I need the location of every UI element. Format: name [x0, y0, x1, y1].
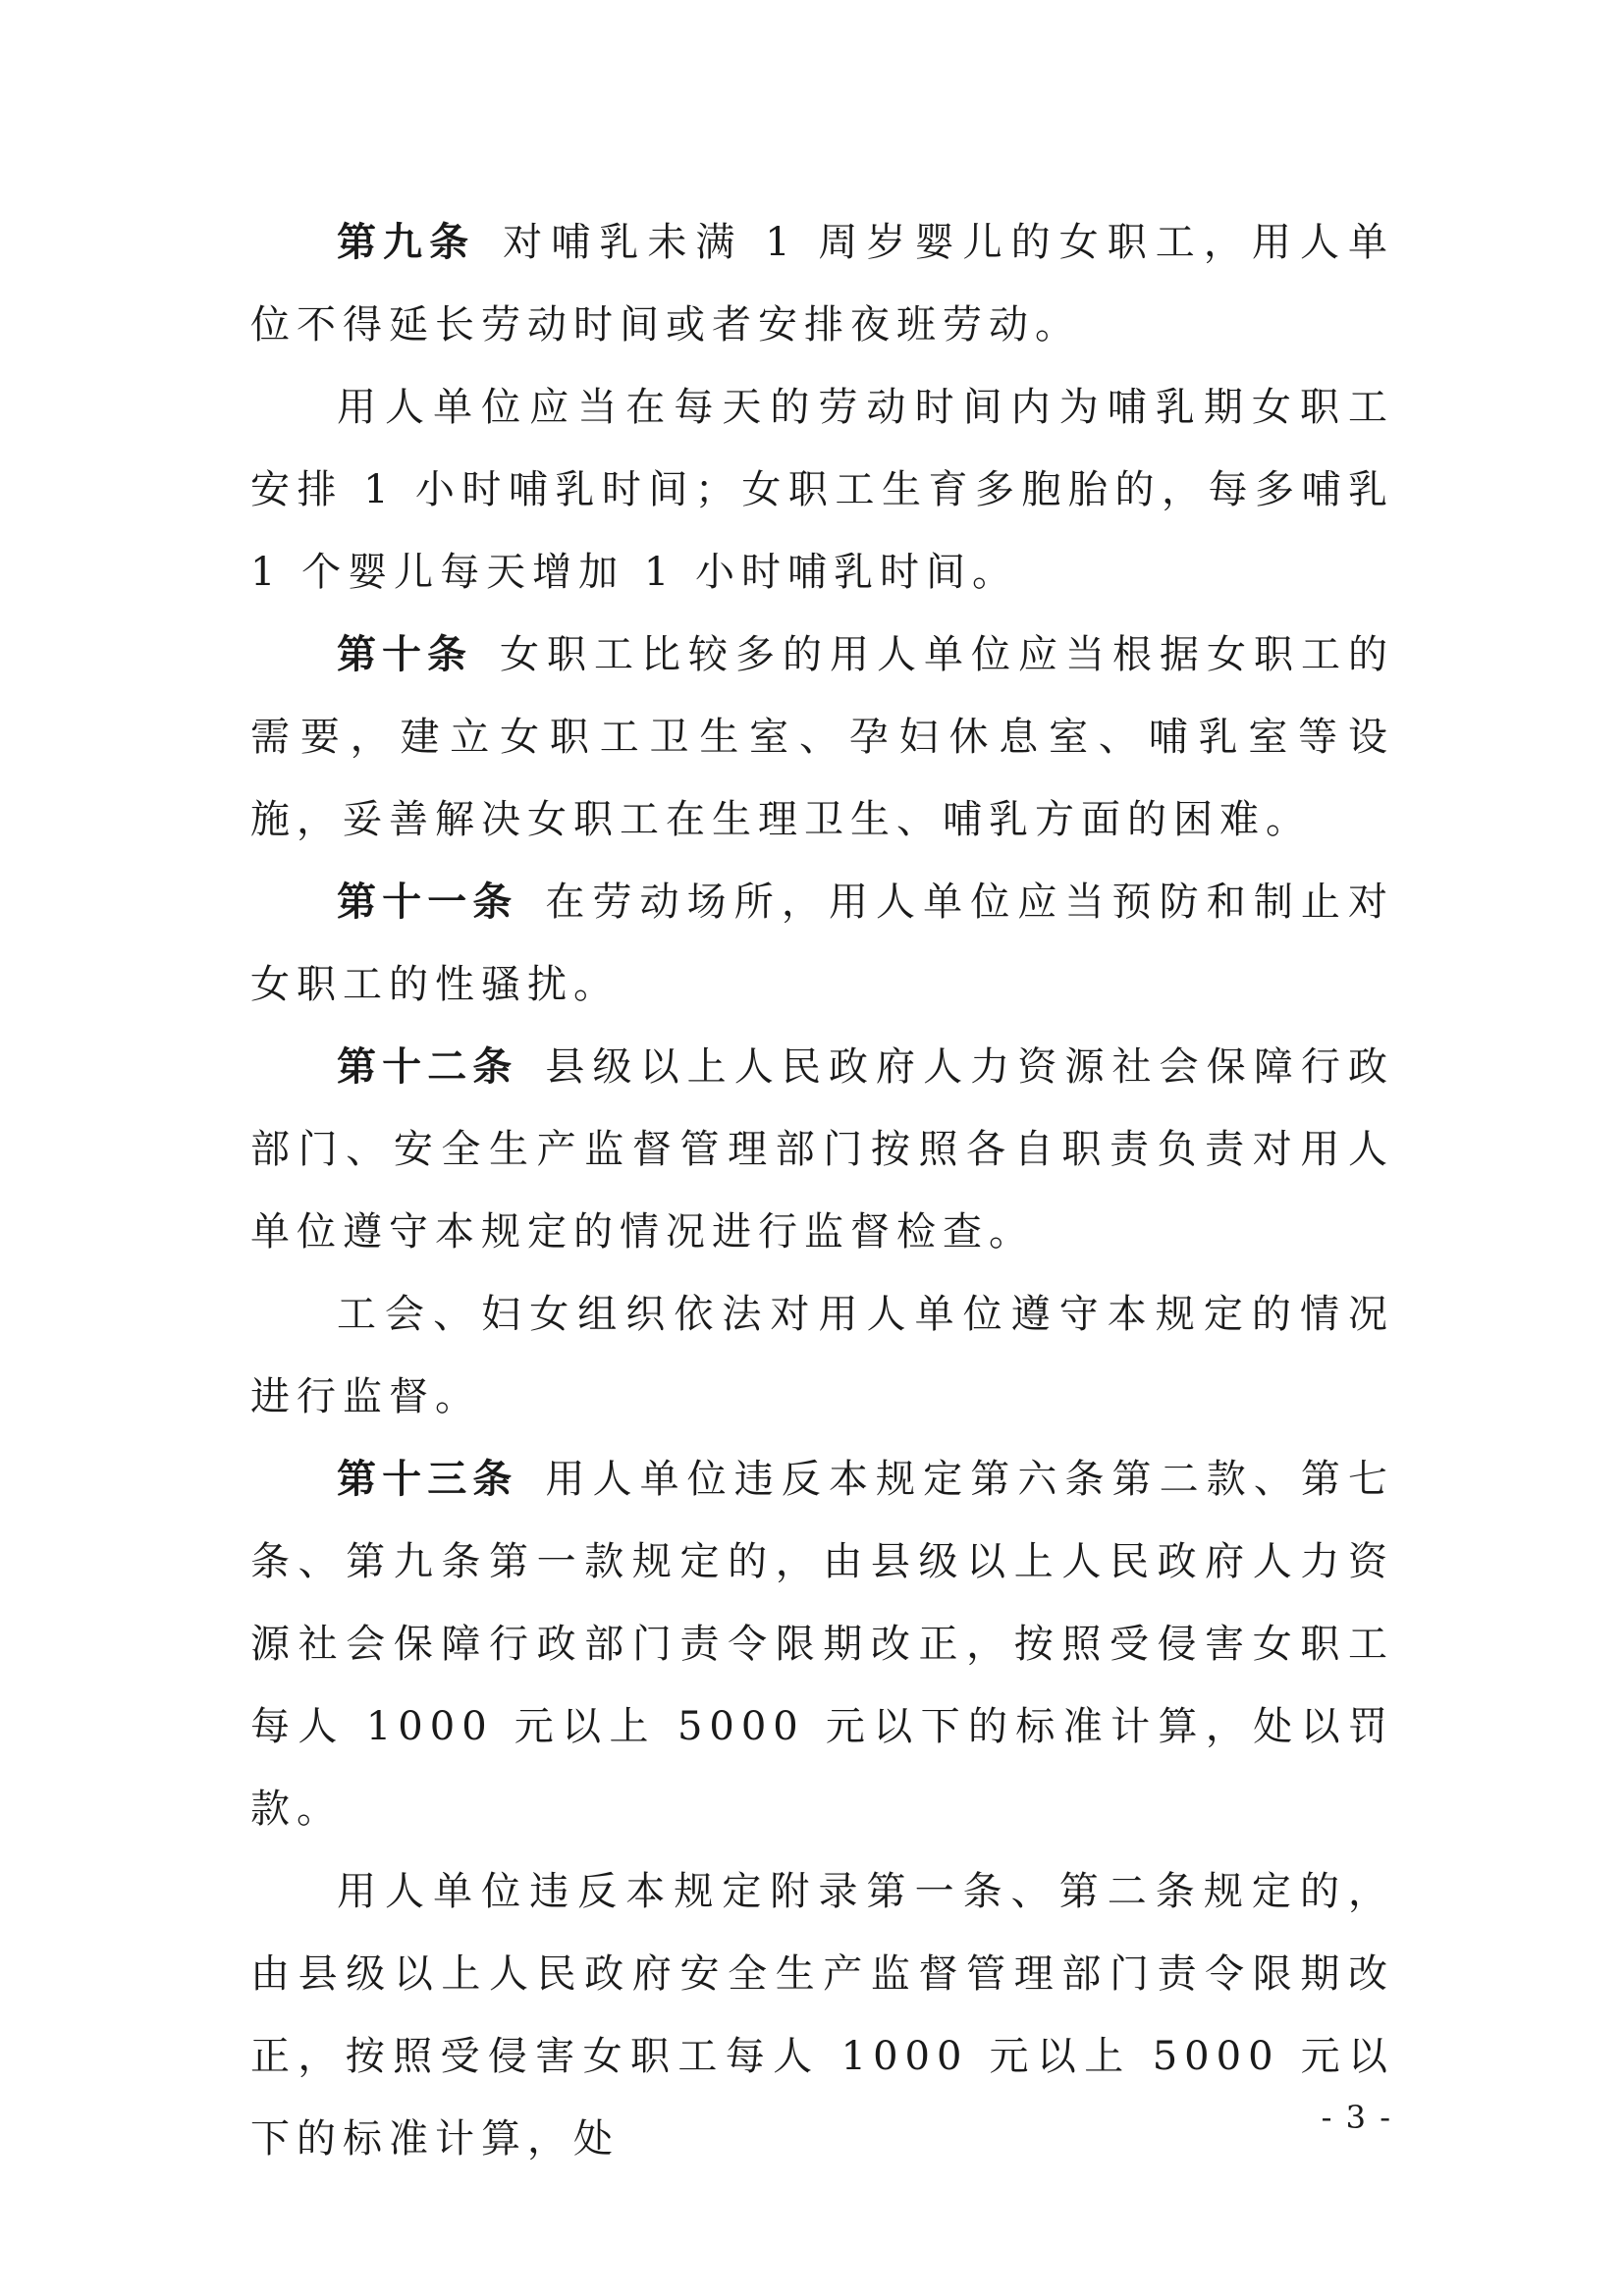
page-number: - 3 -: [1321, 2099, 1392, 2136]
article-number: 第十三条: [337, 1457, 518, 1502]
article-number: 第十条: [337, 632, 472, 677]
paragraph-article-13-clause-2: [250, 1850, 1394, 2180]
paragraph-article-9: [250, 201, 1394, 366]
paragraph-article-12: [250, 1026, 1394, 1273]
paragraph-text: 用人单位应当在每天的劳动时间内为哺乳期女职工安排 1 小时哺乳时间；女职工生育多胞胎的，每多哺乳 1 个婴儿每天增加 1 小时哺乳时间。: [250, 385, 1394, 595]
article-number: 第十一条: [337, 880, 518, 925]
paragraph-text: 用人单位违反本规定第六条第二款、第七条、第九条第一款规定的，由县级以上人民政府人力资源社会保障行政部门责令限期改正，按照受侵害女职工每人 1000 元以上 5000 元以下的标准计算，处以罚款。: [250, 1457, 1395, 1832]
paragraph-article-10: [250, 614, 1394, 861]
body-text: [250, 201, 1394, 2180]
paragraph-text: 对哺乳未满 1 周岁婴儿的女职工，用人单位不得延长劳动时间或者安排夜班劳动。: [250, 220, 1395, 347]
paragraph-article-11: [250, 861, 1394, 1026]
paragraph-text: 用人单位违反本规定附录第一条、第二条规定的，由县级以上人民政府安全生产监督管理部门责令限期改正，按照受侵害女职工每人 1000 元以上 5000 元以下的标准计算，处: [250, 1869, 1394, 2162]
paragraph-article-13: [250, 1438, 1394, 1850]
paragraph-article-9-clause-2: [250, 366, 1394, 614]
paragraph-text: 工会、妇女组织依法对用人单位遵守本规定的情况进行监督。: [250, 1292, 1394, 1419]
paragraph-text: 女职工比较多的用人单位应当根据女职工的需要，建立女职工卫生室、孕妇休息室、哺乳室等设施，妥善解决女职工在生理卫生、哺乳方面的困难。: [250, 632, 1394, 842]
paragraph-text: 县级以上人民政府人力资源社会保障行政部门、安全生产监督管理部门按照各自职责负责对用人单位遵守本规定的情况进行监督检查。: [250, 1044, 1395, 1255]
article-number: 第十二条: [337, 1044, 518, 1090]
paragraph-article-12-clause-2: [250, 1273, 1394, 1438]
article-number: 第九条: [337, 220, 476, 265]
paragraph-text: 在劳动场所，用人单位应当预防和制止对女职工的性骚扰。: [250, 880, 1395, 1007]
